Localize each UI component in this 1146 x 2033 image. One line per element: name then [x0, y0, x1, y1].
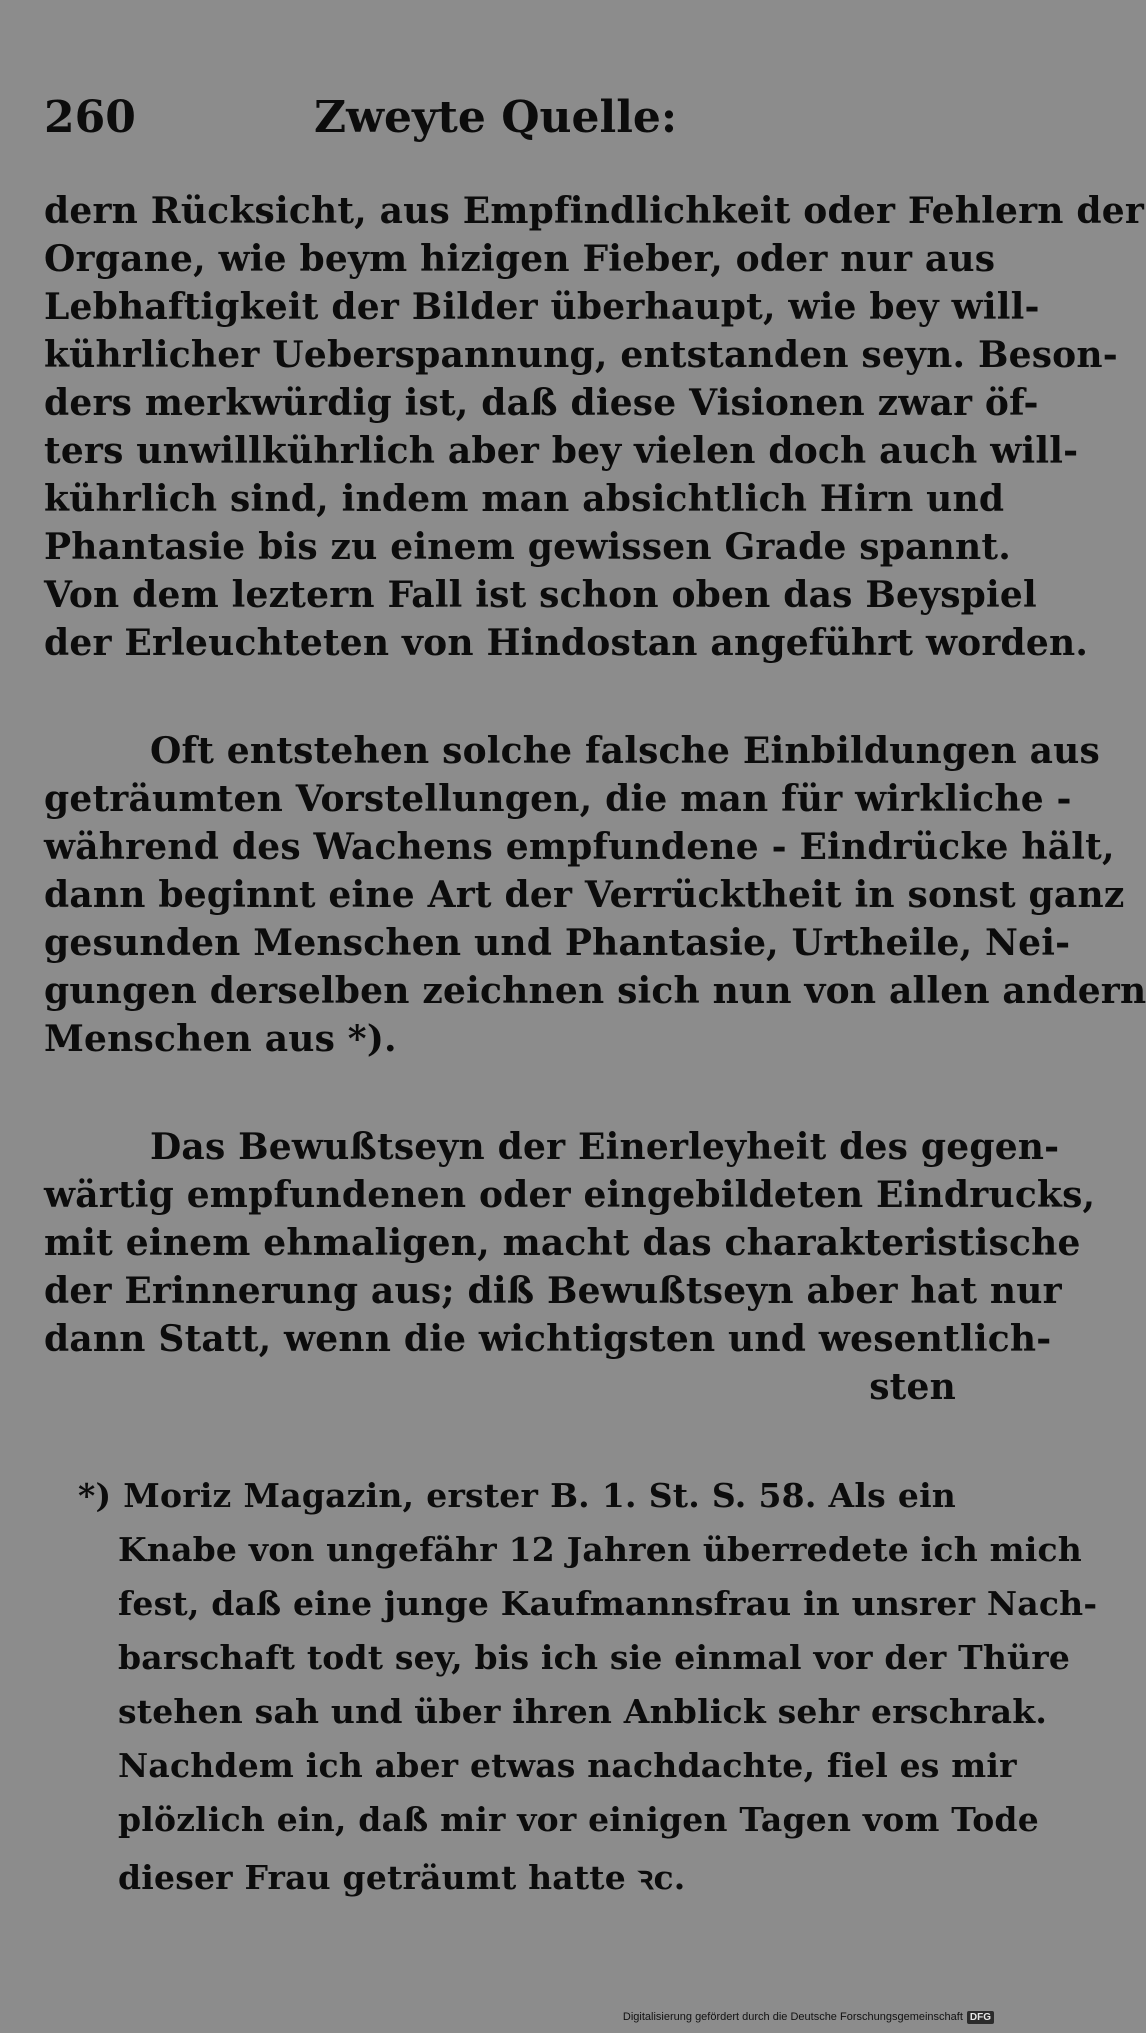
text-line: Oft entstehen solche falsche Einbildungen aus [150, 730, 1100, 772]
text-line: Lebhaftigkeit der Bilder überhaupt, wie bey will- [44, 286, 1040, 328]
running-title: Zweyte Quelle: [314, 92, 678, 143]
footnote-line: Knabe von ungefähr 12 Jahren überredete ich mich [118, 1530, 1082, 1569]
page-number: 260 [44, 92, 136, 143]
text-line: ters unwillkührlich aber bey vielen doch auch will- [44, 430, 1079, 472]
text-line: kührlich sind, indem man absichtlich Hirn und [44, 478, 1005, 520]
text-line: dann beginnt eine Art der Verrücktheit in sonst ganz [44, 874, 1125, 916]
text-line: dern Rücksicht, aus Empfindlichkeit oder Fehlern der [44, 190, 1145, 232]
text-line: geträumten Vorstellungen, die man für wirkliche - [44, 778, 1072, 820]
text-line: dann Statt, wenn die wichtigsten und wesentlich- [44, 1318, 1052, 1360]
page-header [44, 92, 960, 152]
text-line: während des Wachens empfundene - Eindrücke hält, [44, 826, 1115, 868]
text-line: Das Bewußtseyn der Einerleyheit des gegen- [150, 1126, 1060, 1168]
footnote-line: Nachdem ich aber etwas nachdachte, fiel es mir [118, 1746, 1017, 1785]
funding-credit: Digitalisierung gefördert durch die Deutsche Forschungsgemeinschaft [622, 2011, 963, 2023]
text-line: gesunden Menschen und Phantasie, Urtheile, Nei- [44, 922, 1071, 964]
text-line: Organe, wie beym hizigen Fieber, oder nur aus [44, 238, 996, 280]
footnote-line: stehen sah und über ihren Anblick sehr erschrak. [118, 1692, 1048, 1731]
catchword: sten [869, 1366, 956, 1408]
text-line: Menschen aus *). [44, 1018, 397, 1060]
footnote-line: plözlich ein, daß mir vor einigen Tagen vom Tode [118, 1800, 1039, 1839]
footnote-line: *) Moriz Magazin, erster B. 1. St. S. 58. Als ein [78, 1476, 956, 1515]
text-line: mit einem ehmaligen, macht das charakteristische [44, 1222, 1081, 1264]
text-line: gungen derselben zeichnen sich nun von allen andern [44, 970, 1146, 1012]
footnote-line: dieser Frau geträumt hatte ꝛc. [118, 1858, 686, 1897]
footnote-line: barschaft todt sey, bis ich sie einmal vor der Thüre [118, 1638, 1071, 1677]
dfg-logo-icon: DFG [967, 2011, 994, 2024]
footnote-line: fest, daß eine junge Kaufmannsfrau in unsrer Nach- [118, 1584, 1098, 1623]
digitization-footer [623, 2007, 994, 2027]
text-line: Phantasie bis zu einem gewissen Grade spannt. [44, 526, 1011, 568]
text-line: wärtig empfundenen oder eingebildeten Eindrucks, [44, 1174, 1096, 1216]
text-line: Von dem leztern Fall ist schon oben das Beyspiel [44, 574, 1037, 616]
text-line: der Erinnerung aus; diß Bewußtseyn aber hat nur [44, 1270, 1062, 1312]
text-line: ders merkwürdig ist, daß diese Visionen zwar öf- [44, 382, 1039, 424]
text-line: kührlicher Ueberspannung, entstanden seyn. Beson- [44, 334, 1118, 376]
text-line: der Erleuchteten von Hindostan angeführt worden. [44, 622, 1089, 664]
